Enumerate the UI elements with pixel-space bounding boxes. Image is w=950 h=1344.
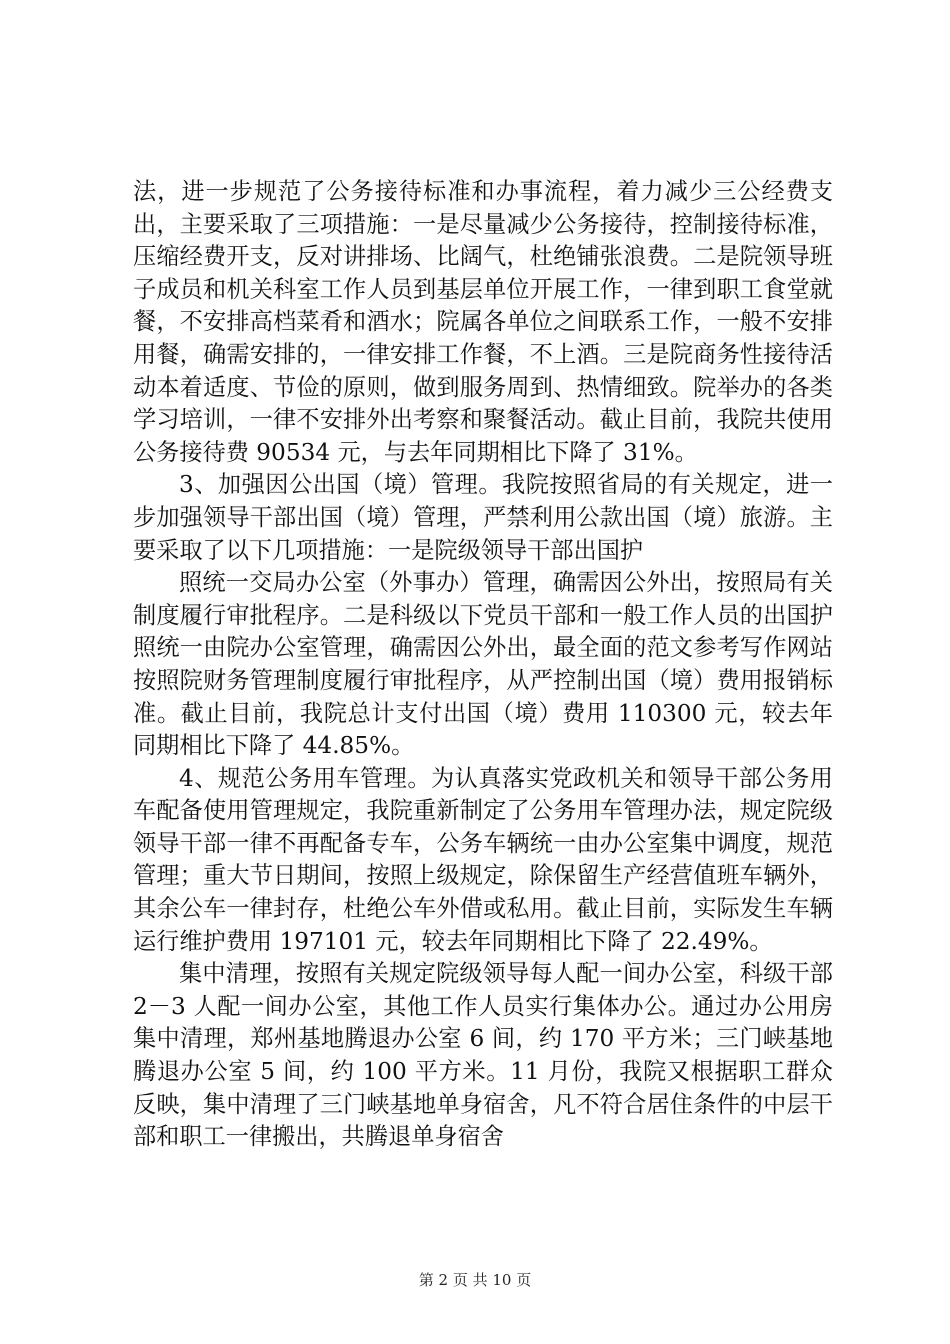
paragraph-office-space: 集中清理，按照有关规定院级领导每人配一间办公室，科级干部 2－3 人配一间办公室，其他工作人员实行集体办公。通过办公用房集中清理，郑州基地腾退办公室 6 间，约 170 平方米；三门峡基地腾退办公室 5 间，约 100 平方米。11 月份，我院又根据职工群众反映，集中清理了三门峡基地单身宿舍，凡不符合居住条件的中层干部和职工一律搬出，共腾退单身宿舍 <box>133 960 833 1151</box>
paragraph-passport-management: 照统一交局办公室（外事办）管理，确需因公外出，按照局有关制度履行审批程序。二是科级以下党员干部和一般工作人员的出国护照统一由院办公室管理，确需因公外出，最全面的范文参考写作网站按照院财务管理制度履行审批程序，从严控制出国（境）费用报销标准。截止目前，我院总计支付出国（境）费用 110300 元，较去年同期相比下降了 44.85%。 <box>133 569 833 760</box>
paragraph-overseas-travel: 3、加强因公出国（境）管理。我院按照省局的有关规定，进一步加强领导干部出国（境）管理，严禁利用公款出国（境）旅游。主要采取了以下几项措施：一是院级领导干部出国护 <box>133 471 833 564</box>
page-footer: 第 2 页 共 10 页 <box>418 1271 532 1289</box>
paragraph-reception: 法，进一步规范了公务接待标准和办事流程，着力减少三公经费支出，主要采取了三项措施：一是尽量减少公务接待，控制接待标准，压缩经费开支，反对讲排场、比阔气，杜绝铺张浪费。二是院领导班子成员和机关科室工作人员到基层单位开展工作，一律到职工食堂就餐，不安排高档菜肴和酒水；院属各单位之间联系工作，一般不安排用餐，确需安排的，一律安排工作餐，不上酒。三是院商务性接待活动本着适度、节俭的原则，做到服务周到、热情细致。院举办的各类学习培训，一律不安排外出考察和聚餐活动。截止目前，我院共使用公务接待费 90534 元，与去年同期相比下降了 31%。 <box>133 178 833 466</box>
paragraph-official-vehicles: 4、规范公务用车管理。为认真落实党政机关和领导干部公务用车配备使用管理规定，我院重新制定了公务用车管理办法，规定院级领导干部一律不再配备专车，公务车辆统一由办公室集中调度，规范管理；重大节日期间，按照上级规定，除保留生产经营值班车辆外，其余公车一律封存，杜绝公车外借或私用。截止目前，实际发生车辆运行维护费用 197101 元，较去年同期相比下降了 22.49%。 <box>133 764 833 955</box>
document-body <box>133 176 833 1154</box>
